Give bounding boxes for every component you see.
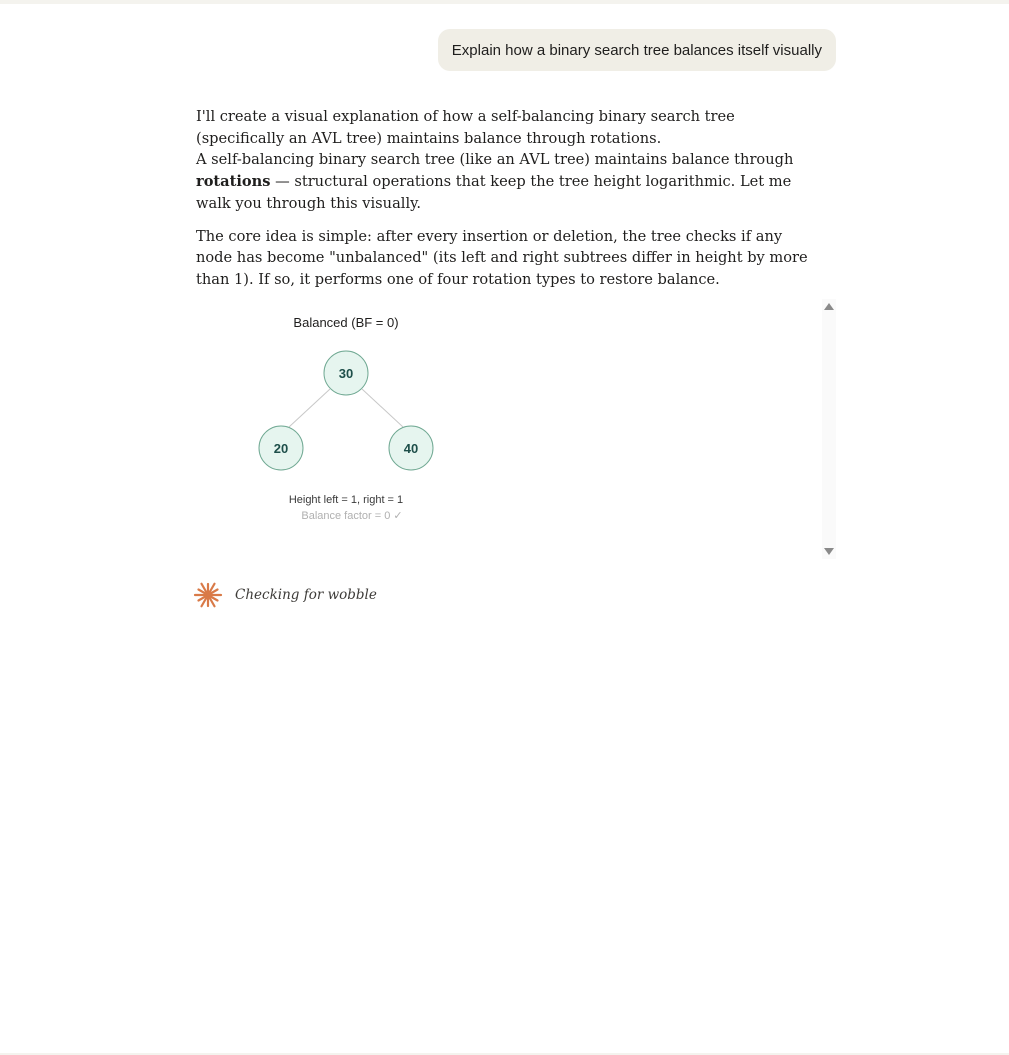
scroll-up-arrow-icon[interactable] — [824, 303, 834, 310]
para1-bold: rotations — [196, 173, 271, 191]
user-message-text: Explain how a binary search tree balances itself visually — [451, 41, 822, 59]
diagram-artifact — [196, 299, 836, 559]
assistant-response — [196, 106, 810, 291]
thinking-status — [193, 580, 377, 610]
node-right-label: 40 — [403, 441, 419, 456]
assistant-paragraph-1 — [196, 149, 810, 214]
node-left-label: 20 — [273, 441, 289, 456]
top-strip — [0, 0, 1009, 4]
node-root-label: 30 — [338, 366, 354, 381]
scroll-down-arrow-icon[interactable] — [824, 548, 834, 555]
para1-before: A self-balancing binary search tree (like an AVL tree) maintains balance through — [196, 151, 794, 169]
thinking-label: Checking for wobble — [235, 587, 377, 603]
edge-root-left — [289, 389, 330, 427]
tree-diagram — [196, 299, 822, 559]
assistant-intro: I'll create a visual explanation of how a self-balancing binary search tree (specifically an AVL tree) maintains balance through rotations. — [196, 108, 735, 147]
artifact-scrollbar[interactable] — [822, 299, 836, 559]
spark-icon — [193, 580, 223, 610]
balance-factor-text: Balance factor = 0 ✓ — [301, 510, 403, 522]
height-text: Height left = 1, right = 1 — [288, 494, 404, 506]
user-message-bubble — [438, 29, 836, 71]
para1-after: — structural operations that keep the tree height logarithmic. Let me walk you through this visually. — [196, 173, 792, 212]
tree-title: Balanced (BF = 0) — [293, 315, 399, 330]
assistant-paragraph-2: The core idea is simple: after every insertion or deletion, the tree checks if any node has become "unbalanced" (its left and right subtrees differ in height by more than 1). If so, it performs one of four rotation types to restore balance. — [196, 227, 808, 288]
edge-root-right — [362, 389, 403, 427]
